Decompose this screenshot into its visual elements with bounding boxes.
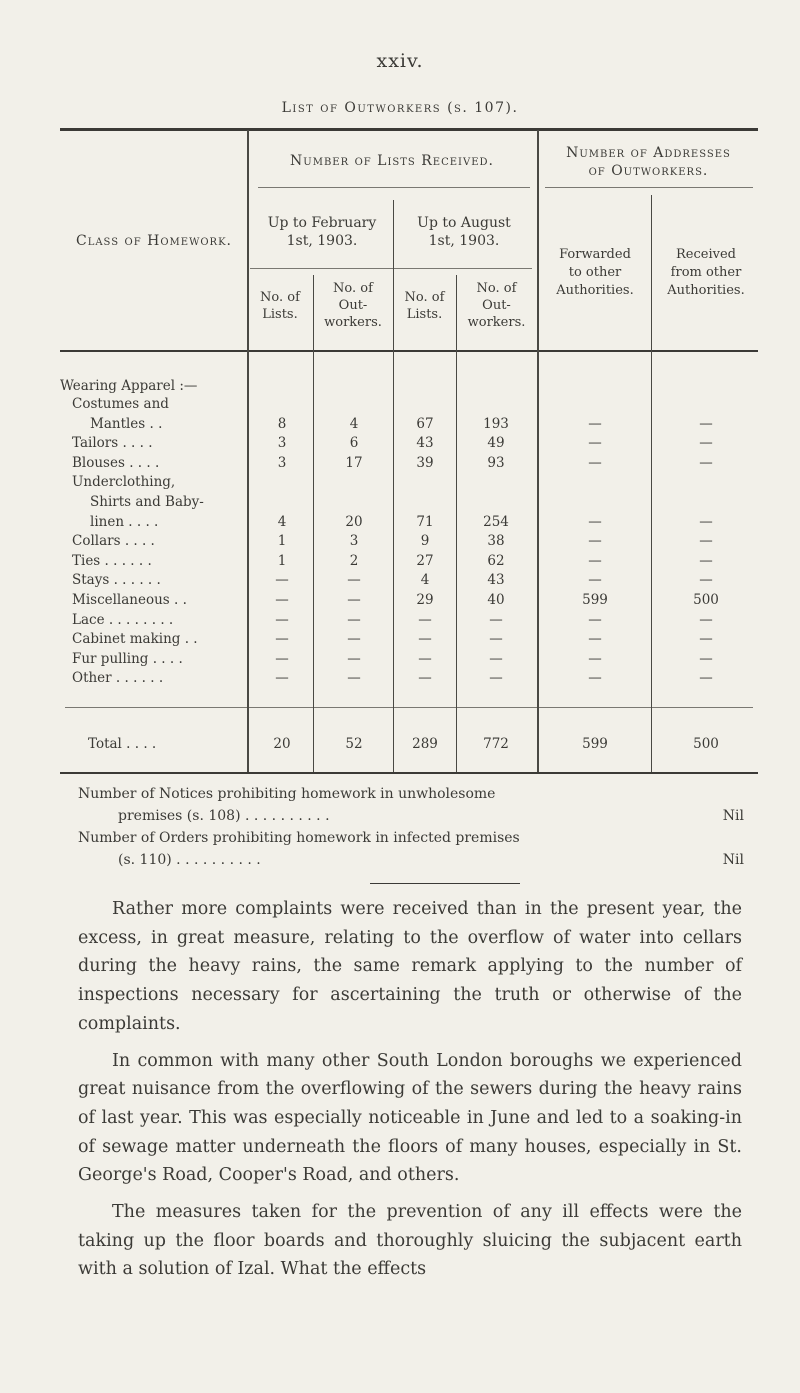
paragraph-3: The measures taken for the prevention of any ill effects were the taking up the floor boards and thoroughly sluicing the subjacent earth with a solution of Izal. What the effects: [78, 1202, 742, 1280]
header-aug-lists-line2: Lists.: [406, 307, 443, 322]
header-received: [652, 246, 760, 300]
row-label: Costumes and: [72, 396, 169, 412]
table-cell: —: [275, 670, 289, 687]
table-cell: 3: [277, 454, 287, 471]
header-feb-lists: [247, 289, 313, 323]
row-label: Miscellaneous . .: [72, 592, 187, 608]
table-cell: —: [275, 592, 289, 608]
table-cell: —: [699, 670, 713, 687]
table-cell: —: [699, 454, 713, 471]
note-orders: [78, 828, 758, 871]
table-cell: 6: [349, 435, 359, 452]
table-cell: 1: [277, 533, 287, 550]
header-period-aug-line1: Up to August: [417, 215, 511, 231]
row-label: Fur pulling . . . .: [72, 650, 183, 667]
paragraph-1: Rather more complaints were received than in the present year, the excess, in great measure, relating to the overflow of water into cellars during the heavy rains, the same remark applying to the number of inspections necessary for ascertaining the truth or otherwise of the complaints.: [78, 899, 742, 1034]
table-cell: —: [699, 533, 713, 550]
header-feb-lists-line1: No. of: [260, 290, 300, 305]
table-cell: —: [489, 611, 503, 628]
table-cell: —: [347, 650, 361, 667]
header-aug-outworkers-line1: No. of: [476, 281, 517, 296]
table-cell: —: [347, 611, 361, 628]
table-cell: 500: [693, 592, 719, 608]
note-orders-line2: (s. 110) . . . . . . . . . .: [118, 852, 261, 868]
header-aug-outworkers-line2: Out-: [482, 298, 511, 313]
table-cell: 4: [349, 415, 359, 432]
row-label: Blouses . . . .: [72, 454, 160, 471]
row-label: Stays . . . . . .: [72, 572, 161, 589]
table-cell: —: [347, 631, 361, 648]
table-cell: —: [588, 513, 602, 530]
table-cell: —: [418, 611, 432, 628]
row-label: Shirts and Baby-: [90, 494, 204, 510]
table-cell: 71: [416, 513, 434, 530]
header-feb-outworkers-line1: No. of: [333, 281, 373, 296]
table-top-rule: [60, 128, 758, 131]
header-class-of-homework: Class of Homework.: [75, 233, 232, 249]
total-cell: 20: [273, 736, 291, 752]
table-cell: 9: [420, 533, 430, 550]
total-cell: 599: [582, 736, 608, 752]
note-notices-line2: premises (s. 108) . . . . . . . . . .: [118, 808, 330, 824]
table-cell: —: [699, 513, 713, 530]
note-orders-line1: Number of Orders prohibiting homework in infected premises: [78, 830, 520, 846]
header-period-feb-line2: 1st, 1903.: [286, 233, 358, 249]
row-label: Ties . . . . . .: [72, 552, 152, 569]
table-cell: —: [588, 572, 602, 589]
row-label: linen . . . .: [90, 513, 159, 530]
table-cell: 3: [277, 435, 287, 452]
table-cell: —: [275, 631, 289, 648]
header-period-feb: [250, 214, 394, 250]
table-cell: —: [347, 670, 361, 687]
header-aug-lists-line1: No. of: [404, 290, 445, 305]
table-cell: —: [275, 611, 289, 628]
table-cell: —: [699, 415, 713, 432]
row-label: Underclothing,: [72, 474, 176, 491]
table-cell: 1: [277, 552, 287, 569]
table-cell: 27: [416, 552, 434, 569]
table-cell: 4: [420, 572, 430, 589]
table-cell: 29: [416, 592, 434, 608]
total-cell: 289: [412, 736, 438, 752]
row-label: Other . . . . . .: [72, 670, 164, 687]
note-notices-line1: Number of Notices prohibiting homework in unwholesome: [78, 786, 496, 802]
row-label: Lace . . . . . . . .: [72, 611, 174, 628]
table-cell: 38: [487, 533, 505, 550]
table-cell: —: [588, 650, 602, 667]
table-cell: —: [418, 650, 432, 667]
table-cell: —: [418, 631, 432, 648]
header-period-aug-line2: 1st, 1903.: [428, 233, 500, 249]
total-cell: 52: [345, 736, 363, 752]
header-period-aug: [394, 214, 534, 250]
header-addresses-line2: of Outworkers.: [588, 163, 709, 179]
table-cell: —: [588, 631, 602, 648]
total-rule: [65, 707, 753, 708]
table-cell: —: [699, 572, 713, 589]
table-cell: 8: [277, 415, 287, 432]
note-orders-value: Nil: [722, 852, 744, 868]
header-forwarded-line3: Authorities.: [556, 283, 634, 298]
header-received-line3: Authorities.: [667, 283, 745, 298]
header-forwarded: [539, 246, 651, 300]
table-cell: 43: [487, 572, 505, 589]
table-cell: —: [489, 650, 503, 667]
table-cell: 193: [483, 415, 509, 432]
table-cell: —: [588, 415, 602, 432]
note-notices-value: Nil: [722, 808, 744, 824]
table-cell: —: [275, 572, 289, 589]
page-number: xxiv.: [376, 50, 424, 72]
total-cell: 772: [483, 736, 509, 752]
total-label: Total . . . .: [88, 736, 157, 752]
header-feb-outworkers: [313, 280, 393, 331]
row-label: Tailors . . . .: [72, 435, 153, 452]
header-received-line1: Received: [676, 247, 736, 262]
header-number-of-lists: Number of Lists Received.: [290, 153, 494, 169]
header-aug-outworkers: [456, 280, 537, 331]
header-feb-outworkers-line3: workers.: [324, 315, 382, 330]
row-label: Mantles . .: [90, 415, 163, 432]
header-addresses-line1: Number of Addresses: [566, 145, 731, 161]
section-divider: [370, 883, 520, 884]
table-cell: —: [347, 592, 361, 608]
total-cell: 500: [693, 736, 719, 752]
body-text: [78, 895, 742, 1284]
row-label: Cabinet making . .: [72, 631, 198, 648]
header-feb-outworkers-line2: Out-: [338, 298, 368, 313]
table-caption: List of Outworkers (s. 107).: [281, 100, 519, 116]
table-cell: 3: [349, 533, 359, 550]
header-number-of-addresses: [539, 144, 758, 180]
header-aug-outworkers-line3: workers.: [467, 315, 526, 330]
table-cell: —: [275, 650, 289, 667]
table-cell: —: [489, 631, 503, 648]
header-forwarded-line1: Forwarded: [559, 247, 631, 262]
table-cell: 40: [487, 592, 505, 608]
table-cell: —: [699, 611, 713, 628]
group-rule-addresses: [545, 187, 753, 188]
table-cell: 254: [483, 513, 509, 530]
table-cell: —: [699, 435, 713, 452]
table-bottom-rule: [60, 772, 758, 774]
header-bottom-rule: [60, 350, 758, 352]
table-cell: —: [588, 533, 602, 550]
table-cell: —: [418, 670, 432, 687]
header-aug-lists: [393, 289, 456, 323]
row-label: Collars . . . .: [72, 533, 155, 550]
table-cell: —: [347, 572, 361, 589]
table-cell: 93: [487, 454, 505, 471]
table-cell: —: [699, 552, 713, 569]
table-cell: 17: [345, 454, 363, 471]
group-rule-lists: [258, 187, 530, 188]
table-cell: 4: [277, 513, 287, 530]
group-label-wearing-apparel: Wearing Apparel :—: [60, 378, 198, 394]
table-cell: —: [699, 631, 713, 648]
table-cell: 67: [416, 415, 434, 432]
period-rule: [250, 268, 532, 269]
table-cell: 2: [349, 552, 359, 569]
table-cell: —: [588, 670, 602, 687]
header-feb-lists-line2: Lists.: [262, 307, 298, 322]
table-cell: —: [588, 611, 602, 628]
table-cell: 43: [416, 435, 434, 452]
header-received-line2: from other: [670, 265, 742, 280]
header-period-feb-line1: Up to February: [267, 215, 377, 231]
table-cell: —: [588, 454, 602, 471]
table-cell: 599: [582, 592, 608, 608]
table-cell: 39: [416, 454, 434, 471]
table-cell: 49: [487, 435, 505, 452]
paragraph-2: In common with many other South London boroughs we experienced great nuisance from the overflowing of the sewers during the heavy rains of last year. This was especially noticeable in June and led to a soaking-in of sewage matter underneath the floors of many houses, especially in St. George's Road, Cooper's Road, and others.: [78, 1050, 742, 1186]
table-cell: —: [489, 670, 503, 687]
table-cell: —: [588, 435, 602, 452]
header-forwarded-line2: to other: [568, 265, 622, 280]
note-notices: [78, 784, 758, 827]
table-cell: 62: [487, 552, 505, 569]
table-cell: —: [588, 552, 602, 569]
table-cell: —: [699, 650, 713, 667]
table-cell: 20: [345, 513, 363, 530]
